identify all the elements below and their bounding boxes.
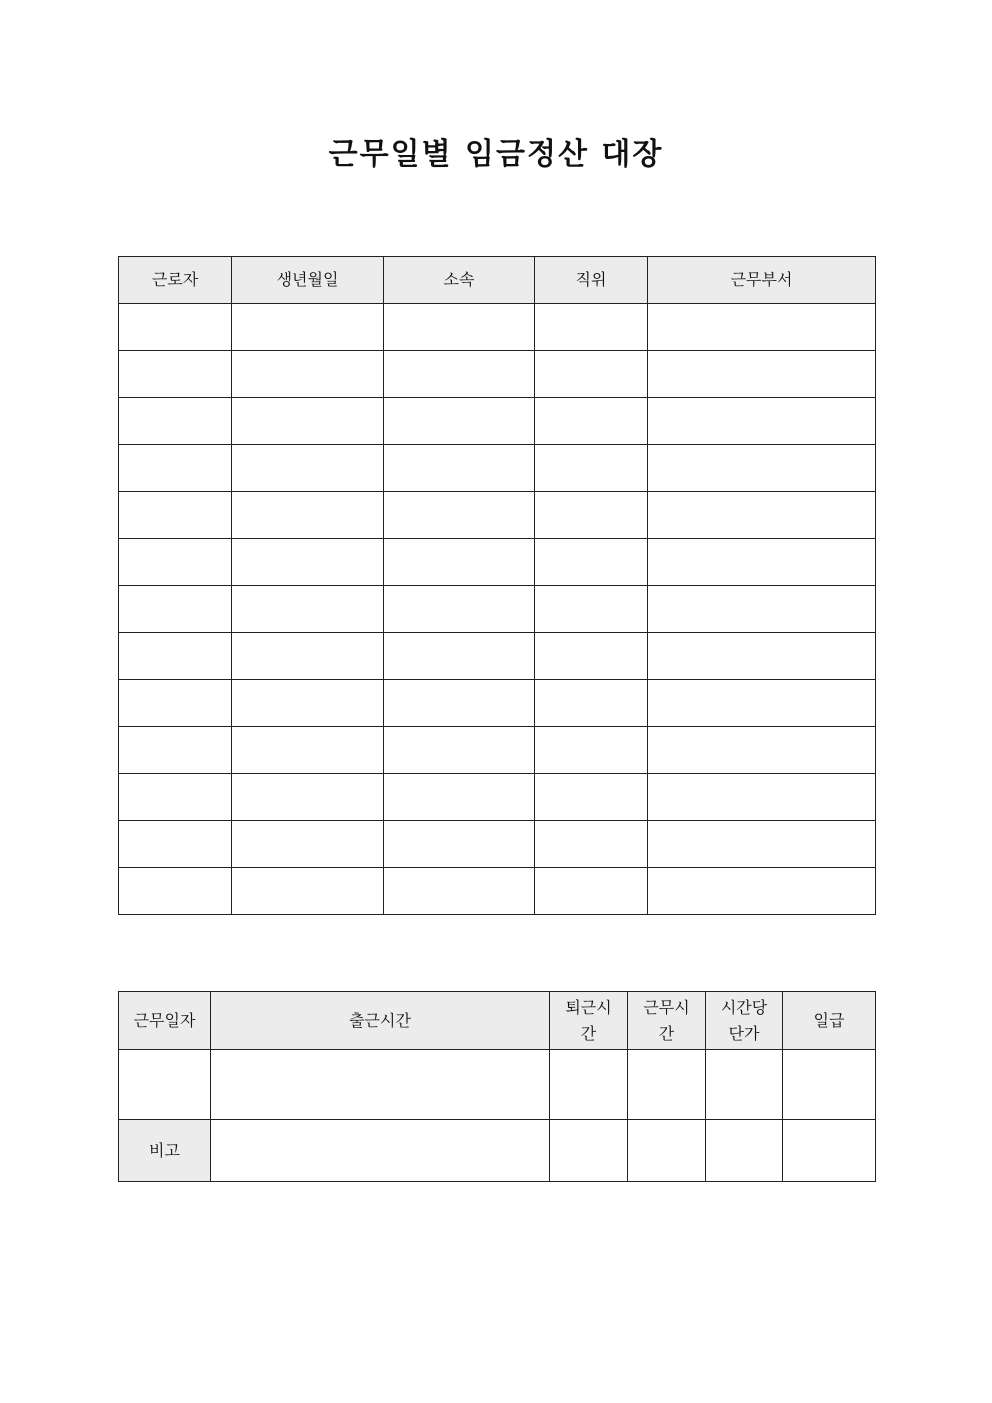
department-cell[interactable] [648,727,876,774]
workers-header-row [119,257,876,304]
work-date-cell[interactable] [119,1050,211,1120]
department-cell[interactable] [648,539,876,586]
worker-row [119,492,876,539]
worker-name-cell[interactable] [119,868,232,915]
birthdate-cell[interactable] [232,680,384,727]
position-cell[interactable] [535,586,648,633]
affiliation-cell[interactable] [384,492,535,539]
worker-row [119,398,876,445]
worker-row [119,821,876,868]
affiliation-cell[interactable] [384,398,535,445]
position-cell[interactable] [535,680,648,727]
worker-name-cell[interactable] [119,398,232,445]
worker-name-cell[interactable] [119,539,232,586]
header-hourly-rate [706,992,783,1050]
header-daily-wage: 일급 [783,992,876,1050]
birthdate-cell[interactable] [232,868,384,915]
birthdate-cell[interactable] [232,539,384,586]
position-cell[interactable] [535,351,648,398]
position-cell[interactable] [535,774,648,821]
affiliation-cell[interactable] [384,868,535,915]
header-clock-out-line1: 퇴근시 [565,997,612,1017]
birthdate-cell[interactable] [232,774,384,821]
remark-cell-5[interactable] [706,1120,783,1182]
position-cell[interactable] [535,304,648,351]
position-cell[interactable] [535,398,648,445]
worker-row [119,727,876,774]
position-cell[interactable] [535,539,648,586]
hourly-rate-cell[interactable] [706,1050,783,1120]
department-cell[interactable] [648,398,876,445]
remark-label: 비고 [119,1120,211,1182]
birthdate-cell[interactable] [232,727,384,774]
header-clock-out [550,992,628,1050]
worker-row [119,586,876,633]
remark-cell-4[interactable] [628,1120,706,1182]
birthdate-cell[interactable] [232,351,384,398]
worker-name-cell[interactable] [119,445,232,492]
position-cell[interactable] [535,868,648,915]
daily-wage-cell[interactable] [783,1050,876,1120]
header-work-hours [628,992,706,1050]
workers-table [118,256,876,915]
worker-row [119,633,876,680]
worker-row [119,445,876,492]
worker-name-cell[interactable] [119,821,232,868]
birthdate-cell[interactable] [232,633,384,680]
header-work-date: 근무일자 [119,992,211,1050]
worker-row [119,868,876,915]
daily-header-row [119,992,876,1050]
position-cell[interactable] [535,445,648,492]
header-affiliation: 소속 [384,257,535,304]
affiliation-cell[interactable] [384,821,535,868]
header-work-hours-line2: 간 [658,1023,675,1043]
birthdate-cell[interactable] [232,492,384,539]
position-cell[interactable] [535,492,648,539]
department-cell[interactable] [648,774,876,821]
affiliation-cell[interactable] [384,774,535,821]
worker-row [119,774,876,821]
clock-in-cell[interactable] [211,1050,550,1120]
clock-out-cell[interactable] [550,1050,628,1120]
worker-name-cell[interactable] [119,492,232,539]
worker-name-cell[interactable] [119,351,232,398]
department-cell[interactable] [648,633,876,680]
daily-entry-row [119,1050,876,1120]
worker-row [119,539,876,586]
department-cell[interactable] [648,445,876,492]
remark-cell-3[interactable] [550,1120,628,1182]
department-cell[interactable] [648,680,876,727]
worker-row [119,680,876,727]
header-work-hours-line1: 근무시 [643,997,690,1017]
header-department: 근무부서 [648,257,876,304]
position-cell[interactable] [535,633,648,680]
daily-wage-table [118,991,876,1182]
worker-name-cell[interactable] [119,680,232,727]
header-clock-in: 출근시간 [211,992,550,1050]
worker-row [119,304,876,351]
department-cell[interactable] [648,586,876,633]
worker-name-cell[interactable] [119,586,232,633]
affiliation-cell[interactable] [384,633,535,680]
header-birthdate: 생년월일 [232,257,384,304]
affiliation-cell[interactable] [384,304,535,351]
department-cell[interactable] [648,492,876,539]
header-clock-out-line2: 간 [580,1023,597,1043]
affiliation-cell[interactable] [384,445,535,492]
header-hourly-rate-line1: 시간당 [720,997,768,1017]
remark-row [119,1120,876,1182]
worker-name-cell[interactable] [119,633,232,680]
workers-table-body [119,304,876,915]
header-position: 직위 [535,257,648,304]
work-hours-cell[interactable] [628,1050,706,1120]
department-cell[interactable] [648,304,876,351]
worker-name-cell[interactable] [119,774,232,821]
header-hourly-rate-line2: 단가 [728,1023,760,1043]
remark-cell-6[interactable] [783,1120,876,1182]
remark-cell[interactable] [211,1120,550,1182]
birthdate-cell[interactable] [232,398,384,445]
worker-row [119,351,876,398]
affiliation-cell[interactable] [384,539,535,586]
affiliation-cell[interactable] [384,351,535,398]
department-cell[interactable] [648,868,876,915]
page-title: 근무일별 임금정산 대장 [328,137,664,172]
department-cell[interactable] [648,821,876,868]
birthdate-cell[interactable] [232,586,384,633]
position-cell[interactable] [535,821,648,868]
birthdate-cell[interactable] [232,821,384,868]
affiliation-cell[interactable] [384,680,535,727]
birthdate-cell[interactable] [232,304,384,351]
worker-name-cell[interactable] [119,727,232,774]
header-worker: 근로자 [119,257,232,304]
affiliation-cell[interactable] [384,586,535,633]
affiliation-cell[interactable] [384,727,535,774]
department-cell[interactable] [648,351,876,398]
worker-name-cell[interactable] [119,304,232,351]
position-cell[interactable] [535,727,648,774]
birthdate-cell[interactable] [232,445,384,492]
